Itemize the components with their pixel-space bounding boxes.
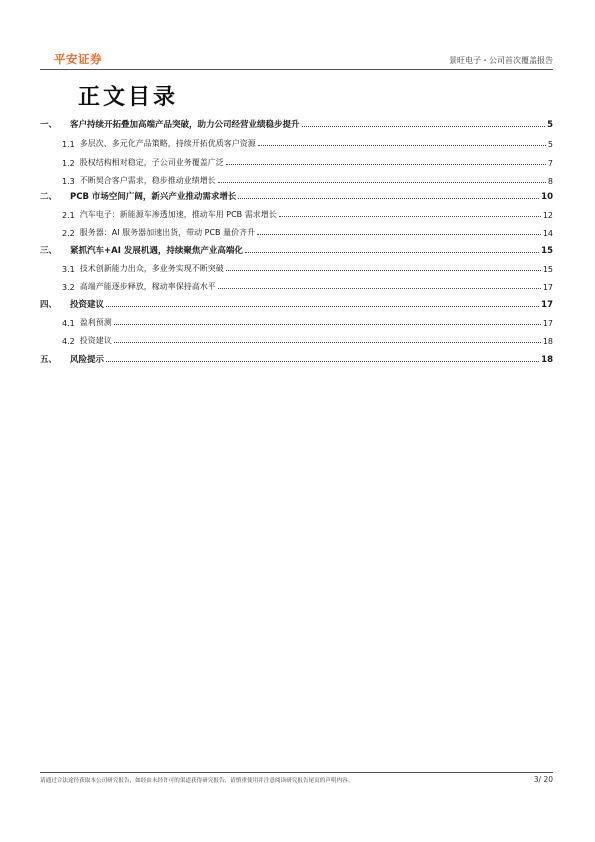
toc-leader-dots <box>106 306 539 307</box>
toc-entry-number: 五、 <box>40 355 58 365</box>
toc-entry-number: 二、 <box>40 192 58 202</box>
toc-entry[interactable] <box>40 260 553 274</box>
page-title: 正文目录 <box>78 85 179 110</box>
toc-entry-label: 不断契合客户需求，稳步推动业绩增长 <box>79 176 216 185</box>
toc-entry-page: 15 <box>541 246 553 256</box>
toc-entry[interactable] <box>40 332 553 346</box>
toc-entry-label: 投资建议 <box>70 300 105 310</box>
toc-entry-number: 3.2 <box>62 283 75 292</box>
toc-entry-number: 2.1 <box>62 211 75 220</box>
toc-entry-label: 投资建议 <box>79 336 112 345</box>
toc-entry-number: 1.3 <box>62 177 75 186</box>
toc-entry-label: 技术创新能力出众，多业务实现不断突破 <box>79 264 224 273</box>
footer-divider <box>40 772 553 773</box>
footer-disclaimer: 请通过合法途径获取本公司研究报告，如经由未经许可的渠道获得研究报告，请慎重使用并注意阅读研究报告尾页的声明内容。 <box>40 778 354 784</box>
toc-entry-page: 10 <box>541 192 553 202</box>
toc-entry-page: 18 <box>541 355 553 365</box>
toc-entry-label: 盈利预测 <box>79 318 112 327</box>
toc-entry[interactable] <box>40 242 553 256</box>
toc-entry[interactable] <box>40 224 553 238</box>
toc-entry[interactable] <box>40 351 553 365</box>
toc-leader-dots <box>218 288 541 289</box>
toc-entry-page: 17 <box>542 283 553 292</box>
toc-leader-dots <box>226 164 546 165</box>
toc-entry-number: 4.1 <box>62 319 75 328</box>
toc-entry-label: 股权结构相对稳定，子公司业务覆盖广泛 <box>79 158 224 167</box>
toc-entry-label: 紧抓汽车+AI 发展机遇，持续聚焦产业高端化 <box>70 246 243 256</box>
toc-entry[interactable] <box>40 278 553 292</box>
toc-entry-label: 高端产能逐步释放，稼动率保持高水平 <box>79 282 216 291</box>
toc-entry-label: 客户持续开拓叠加高端产品突破，助力公司经营业绩稳步提升 <box>70 120 300 130</box>
toc-leader-dots <box>106 361 539 362</box>
toc-entry-page: 17 <box>542 319 553 328</box>
toc-entry-page: 17 <box>541 300 553 310</box>
page-header <box>40 47 553 69</box>
toc-leader-dots <box>279 216 541 217</box>
toc-entry-number: 1.1 <box>62 140 75 149</box>
toc-entry[interactable] <box>40 154 553 168</box>
brand-logo: 平安证券 <box>54 52 102 66</box>
toc-entry-label: PCB 市场空间广阔，新兴产业推动需求增长 <box>70 192 237 202</box>
toc-entry[interactable] <box>40 116 553 130</box>
toc-entry-page: 5 <box>547 140 553 149</box>
toc-entry-number: 四、 <box>40 300 58 310</box>
toc-entry-number: 4.2 <box>62 337 75 346</box>
toc-entry[interactable] <box>40 135 553 149</box>
toc-leader-dots <box>218 182 546 183</box>
toc-entry-page: 8 <box>547 177 553 186</box>
toc-entry[interactable] <box>40 206 553 220</box>
toc-entry-page: 18 <box>542 337 553 346</box>
toc-entry-label: 多层次、多元化产品策略，持续开拓优质客户资源 <box>79 139 256 148</box>
toc-leader-dots <box>245 252 539 253</box>
toc-entry-number: 一、 <box>40 120 58 130</box>
toc-entry-number: 三、 <box>40 246 58 256</box>
toc-entry[interactable] <box>40 296 553 310</box>
toc-entry-label: 风险提示 <box>70 355 105 365</box>
toc-entry-page: 15 <box>542 265 553 274</box>
toc-entry-number: 2.2 <box>62 229 75 238</box>
toc-entry[interactable] <box>40 172 553 186</box>
toc-leader-dots <box>257 234 541 235</box>
toc-entry-number: 3.1 <box>62 265 75 274</box>
toc-entry-number: 1.2 <box>62 159 75 168</box>
toc-leader-dots <box>114 324 541 325</box>
toc-entry-page: 5 <box>547 120 553 130</box>
report-title-header: 景旺电子・公司首次覆盖报告 <box>449 56 553 65</box>
toc-leader-dots <box>226 270 541 271</box>
toc-entry-label: 服务器：AI 服务器加速出货，带动 PCB 量价齐升 <box>79 228 256 237</box>
toc-leader-dots <box>114 342 541 343</box>
header-divider <box>40 69 553 70</box>
toc-entry-page: 14 <box>542 229 553 238</box>
toc-leader-dots <box>258 145 546 146</box>
toc-entry-page: 7 <box>547 159 553 168</box>
toc-entry[interactable] <box>40 314 553 328</box>
toc-leader-dots <box>302 126 546 127</box>
toc-entry-label: 汽车电子：新能源车渗透加速，推动车用 PCB 需求增长 <box>79 210 277 219</box>
toc-leader-dots <box>238 198 539 199</box>
toc-entry-page: 12 <box>542 211 553 220</box>
page-number: 3/ 20 <box>533 775 553 784</box>
toc-entry[interactable] <box>40 188 553 202</box>
